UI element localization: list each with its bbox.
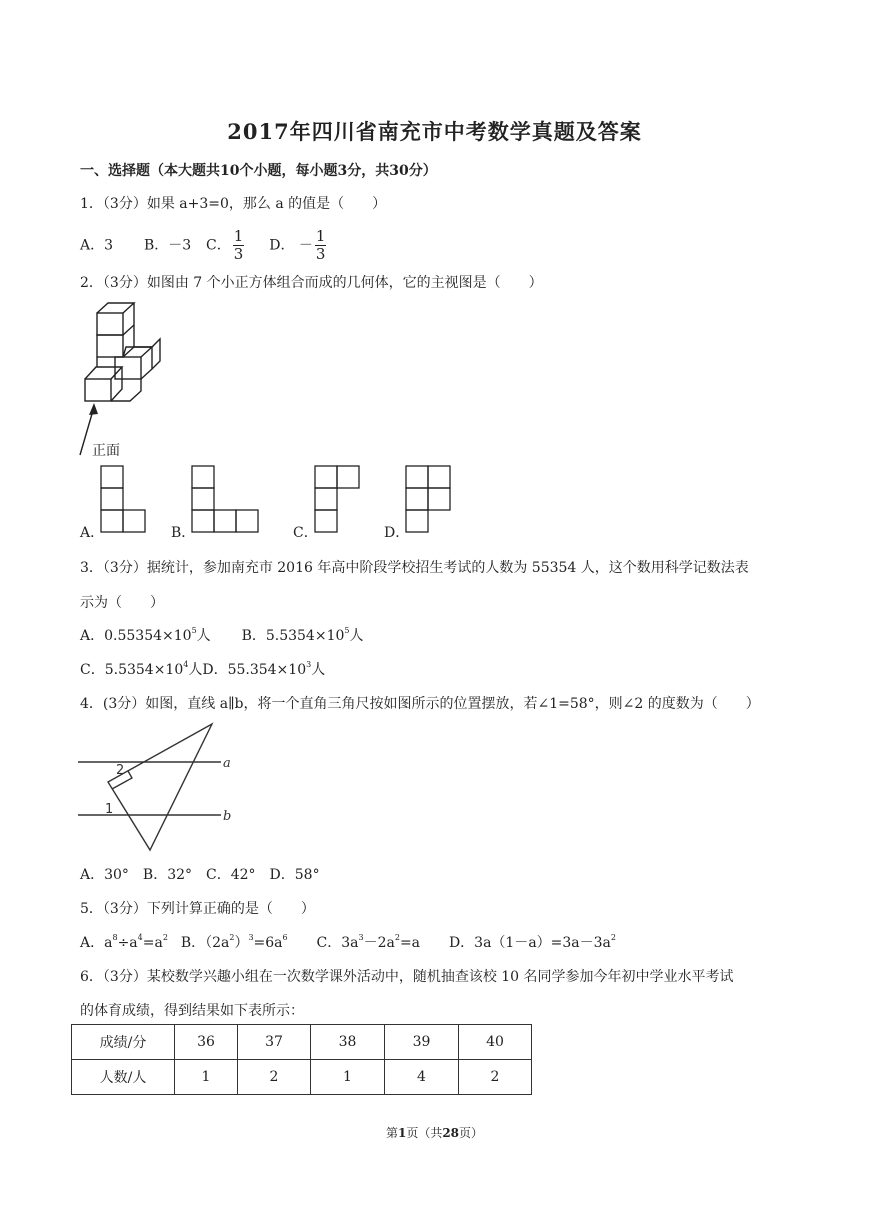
page-footer: 第1页（共28页）	[385, 1126, 484, 1140]
question-4-options: A．30° B．32° C．42° D．58°	[80, 867, 320, 883]
q3-option-b: B．$5.5354\times 10^5$人	[241, 626, 364, 644]
table-cell: 1	[175, 1060, 238, 1095]
question-6-stem-line2: 的体育成绩，得到结果如下表所示：	[80, 1003, 304, 1019]
q2-option-b-label: B．	[171, 525, 196, 541]
question-3-options-row1	[80, 625, 363, 645]
score-table	[71, 1024, 532, 1095]
table-cell: 40	[459, 1025, 532, 1060]
q2-option-a-figure	[100, 465, 148, 533]
table-header-cell: 人数/人	[72, 1060, 175, 1095]
q2-option-a-label: A．	[80, 525, 105, 541]
q1-option-d-label: D．	[269, 237, 295, 254]
table-cell: 37	[238, 1025, 311, 1060]
question-1-stem: 1．（3分）如果 a+3=0，那么 a 的值是（ ）	[80, 196, 387, 212]
table-header-cell: 成绩/分	[72, 1025, 175, 1060]
current-page-number: 1	[397, 1126, 407, 1140]
table-cell: 2	[238, 1060, 311, 1095]
question-2-stem: 2．（3分）如图由 7 个小正方体组合而成的几何体，它的主视图是（ ）	[80, 275, 543, 291]
question-3-options-row2	[80, 659, 325, 679]
table-cell: 38	[311, 1025, 385, 1060]
q2-option-d-figure	[405, 465, 455, 533]
cube-solid-figure	[70, 295, 180, 460]
table-cell: 2	[459, 1060, 532, 1095]
question-4-stem: 4．(3分）如图，直线 a∥b，将一个直角三角尺按如图所示的位置摆放，若∠1=58°，则∠2 的度数为（ ）	[80, 696, 760, 712]
q3-option-c: C．$5.5354\times 10^4$人	[80, 660, 203, 678]
page-title: 2017年四川省南充市中考数学真题及答案	[227, 119, 642, 144]
table-cell: 4	[385, 1060, 459, 1095]
angle-2-label: 2	[116, 763, 125, 778]
line-b-label: b	[223, 809, 232, 824]
question-6-stem-line1: 6．（3分）某校数学兴趣小组在一次数学课外活动中，随机抽查该校 10 名同学参加今年初中学业水平考试	[80, 969, 734, 985]
q5-option-c: C．$3a^3-2a^2=a$	[316, 933, 421, 951]
q5-option-a: A．$a^8\div a^4=a^2$	[80, 933, 168, 951]
table-row	[72, 1025, 532, 1060]
q1-option-b: B．－3	[143, 237, 192, 254]
q2-option-d-label: D．	[384, 525, 410, 541]
question-3-stem-line2: 示为（ ）	[80, 595, 164, 611]
angle-1-label: 1	[105, 802, 114, 817]
q1-option-c-label: C．	[206, 237, 231, 254]
q2-option-b-figure	[191, 465, 263, 533]
q1-option-a: A．3	[80, 237, 114, 254]
q5-option-d: D．$3a(1-a)=3a-3a^2$	[448, 933, 617, 951]
q1-option-d-fraction: $\frac{1}{3}$	[315, 227, 326, 263]
q2-option-c-figure	[314, 465, 364, 533]
table-row	[72, 1060, 532, 1095]
question-5-stem: 5．（3分）下列计算正确的是（ ）	[80, 901, 315, 917]
table-cell: 1	[311, 1060, 385, 1095]
parallel-lines-triangle-figure	[76, 720, 246, 855]
q5-option-b: B．$(2a^2)^3=6a^6$	[180, 933, 288, 951]
section-heading: 一、选择题（本大题共10个小题，每小题3分，共30分）	[80, 163, 437, 179]
total-page-count: 28	[442, 1126, 460, 1140]
q1-option-c-fraction: $\frac{1}{3}$	[233, 227, 244, 263]
question-3-stem-line1: 3．（3分）据统计，参加南充市 2016 年高中阶段学校招生考试的人数为 55354 人，这个数用科学记数法表	[80, 560, 749, 576]
q3-option-d: D．$55.354\times 10^3$人	[202, 660, 326, 678]
q3-option-a: A．$0.55354\times 10^5$人	[80, 626, 211, 644]
front-view-label: 正面	[92, 442, 120, 458]
question-1-options	[80, 228, 328, 263]
table-cell: 36	[175, 1025, 238, 1060]
q1-option-d-neg: －	[298, 237, 313, 254]
q2-option-c-label: C．	[293, 525, 318, 541]
question-5-options	[80, 932, 616, 952]
table-cell: 39	[385, 1025, 459, 1060]
line-a-label: a	[223, 756, 231, 771]
